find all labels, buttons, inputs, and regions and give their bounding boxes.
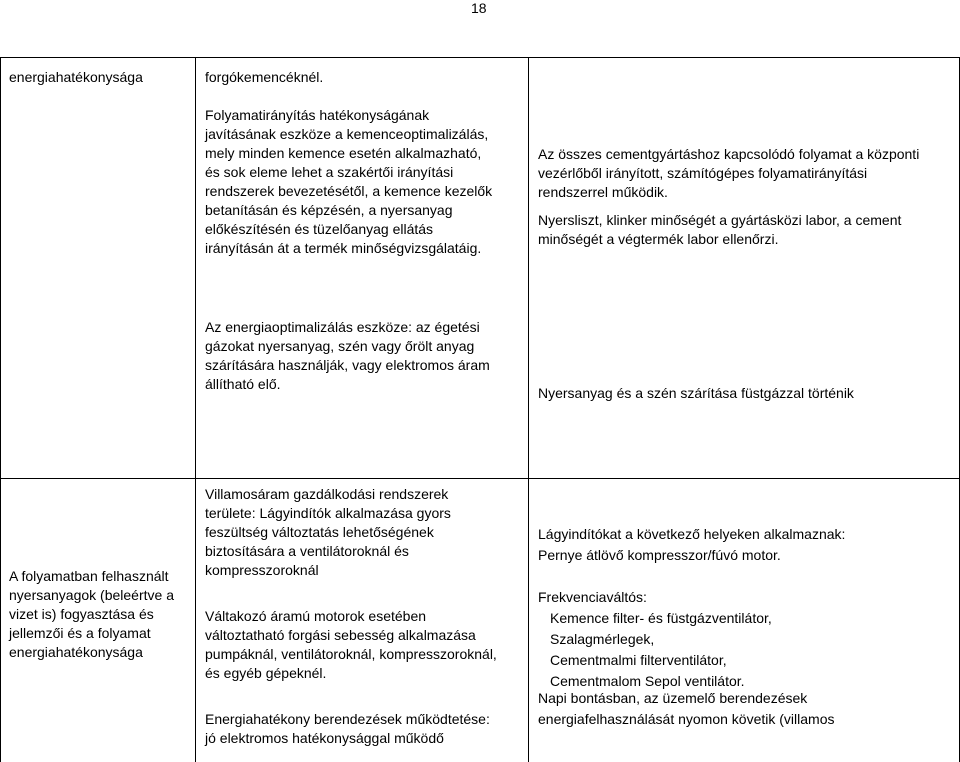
table-left-border — [0, 57, 1, 762]
list-item: Cementmalom Sepol ventilátor. — [550, 673, 745, 689]
row3-col3-paragraph-2: Frekvenciaváltós: Kemence filter- és füstgázventilátor, Szalagmérlegek, Cementmalmi filterventilátor, Cementmalom Sepol ventilátor. — [538, 587, 958, 692]
row1-col3-paragraph-2: Nyersliszt, klinker minőségét a gyártásközi labor, a cement minőségét a végtermék labor ellenőrzi. — [538, 212, 902, 247]
row3-col2-paragraph-1: Villamosáram gazdálkodási rendszerek területe: Lágyindítók alkalmazása gyors feszültség változtatás lehetőségének biztosítására a ventilátoroknál és kompresszoroknál — [205, 486, 451, 578]
row3-col3-paragraph-1: Lágyindítókat a következő helyeken alkalmaznak: Pernye átlövő kompresszor/fúvó motor. — [538, 526, 846, 563]
row3-col3-paragraph-3: Napi bontásban, az üzemelő berendezések energiafelhasználását nyomon követik (villamos — [538, 690, 835, 727]
row3-label: A folyamatban felhasznált nyersanyagok (beleértve a vizet is) fogyasztása és jellemzői és a folyamat energiahatékonysága — [9, 568, 174, 660]
row3-col2-paragraph-2: Váltakozó áramú motorok esetében változtatható forgási sebesség alkalmazása pumpáknál, ventilátoroknál, kompresszoroknál, és egyéb gépeknél. — [205, 608, 497, 681]
table-row-divider — [0, 478, 960, 479]
row1-col3-paragraph-1: Az összes cementgyártáshoz kapcsolódó folyamat a központi vezérlőből irányított, számítógépes folyamatirányítási rendszerrel működik. — [538, 146, 920, 200]
page-number: 18 — [471, 0, 487, 16]
column-divider-2 — [528, 57, 529, 762]
table-top-border — [0, 57, 960, 58]
list-item: Kemence filter- és füstgázventilátor, — [550, 610, 772, 626]
row3-col2-text — [205, 485, 527, 748]
row2-col3-text: Nyersanyag és a szén szárítása füstgázzal történik — [538, 385, 854, 401]
row2-col2-text: Az energiaoptimalizálás eszköze: az égetési gázokat nyersanyag, szén vagy őrölt anyag szárítására használják, vagy elektromos áram állítható elő. — [205, 319, 490, 392]
row3-col3-text — [538, 524, 958, 730]
row3-col2-paragraph-3: Energiahatékony berendezések működtetése: jó elektromos hatékonysággal működő — [205, 711, 490, 746]
row1-col3-text — [538, 145, 958, 249]
row1-col2-paragraph: Folyamatirányítás hatékonyságának javításának eszköze a kemenceoptimalizálás, mely minden kemence esetén alkalmazható, és sok eleme lehet a szakértői irányítási rendszerek bevezetésétől, a kemence kezelők betanításán és képzésén, a nyersanyag előkészítésén és tüzelőanyag ellátás irányításán át a termék minőségvizsgálatáig. — [205, 107, 493, 256]
list-item: Szalagmérlegek, — [550, 631, 655, 647]
list-item: Cementmalmi filterventilátor, — [550, 652, 727, 668]
column-divider-1 — [195, 57, 196, 762]
row1-label: energiahatékonysága — [9, 69, 143, 85]
row1-col2-text: forgókemencéknél. Folyamatirányítás hatékonyságának javításának eszköze a kemenceoptimalizálás, mely minden kemence esetén alkalmazható, és sok eleme lehet a szakértői irányítási rendszerek bevezetésétől, a kemence kezelők betanításán és képzésén, a nyersanyag előkészítésén és tüzelőanyag ellátás irányításán át a termék minőségvizsgálatáig. — [205, 68, 527, 258]
